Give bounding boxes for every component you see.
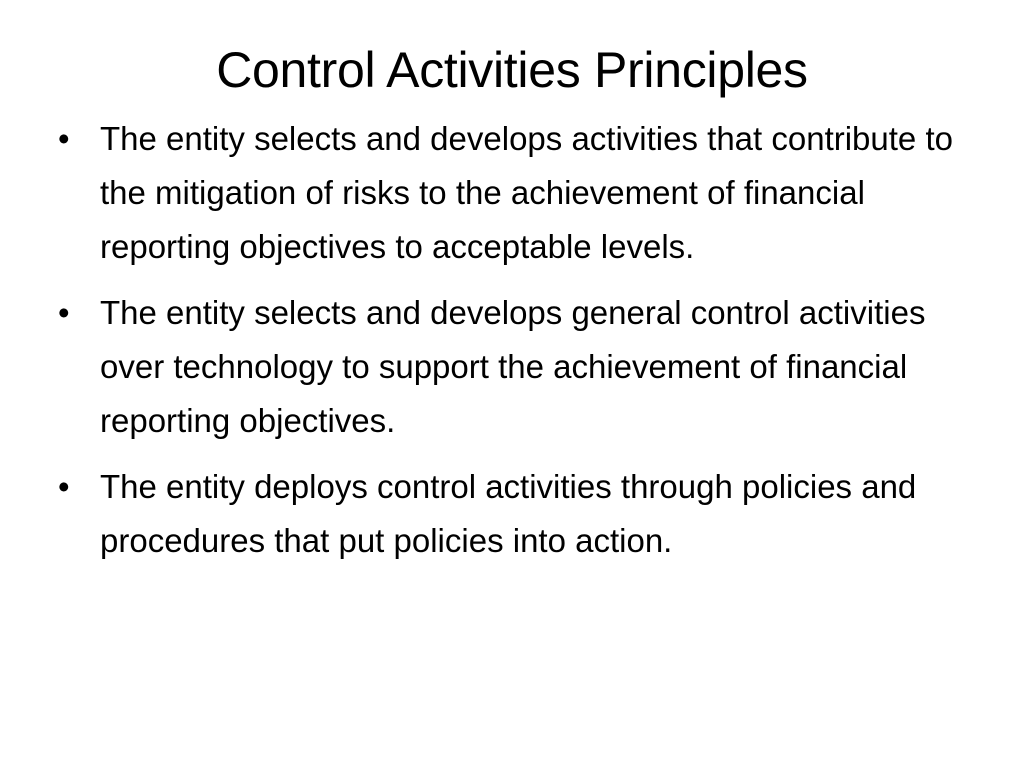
bullet-marker: •: [58, 294, 70, 331]
bullet-item: [58, 460, 958, 568]
bullet-marker: •: [58, 468, 70, 505]
bullet-marker: •: [58, 120, 70, 157]
bullet-list: [58, 112, 958, 580]
bullet-item: [58, 112, 958, 274]
slide-title: Control Activities Principles: [216, 42, 808, 98]
bullet-item: [58, 286, 958, 448]
bullet-text: The entity selects and develops activities that contribute to the mitigation of risks to the achievement of financial reporting objectives to acceptable levels.: [100, 120, 953, 265]
bullet-text: The entity selects and develops general control activities over technology to support the achievement of financial reporting objectives.: [100, 294, 926, 439]
bullet-text: The entity deploys control activities through policies and procedures that put policies into action.: [100, 468, 917, 559]
